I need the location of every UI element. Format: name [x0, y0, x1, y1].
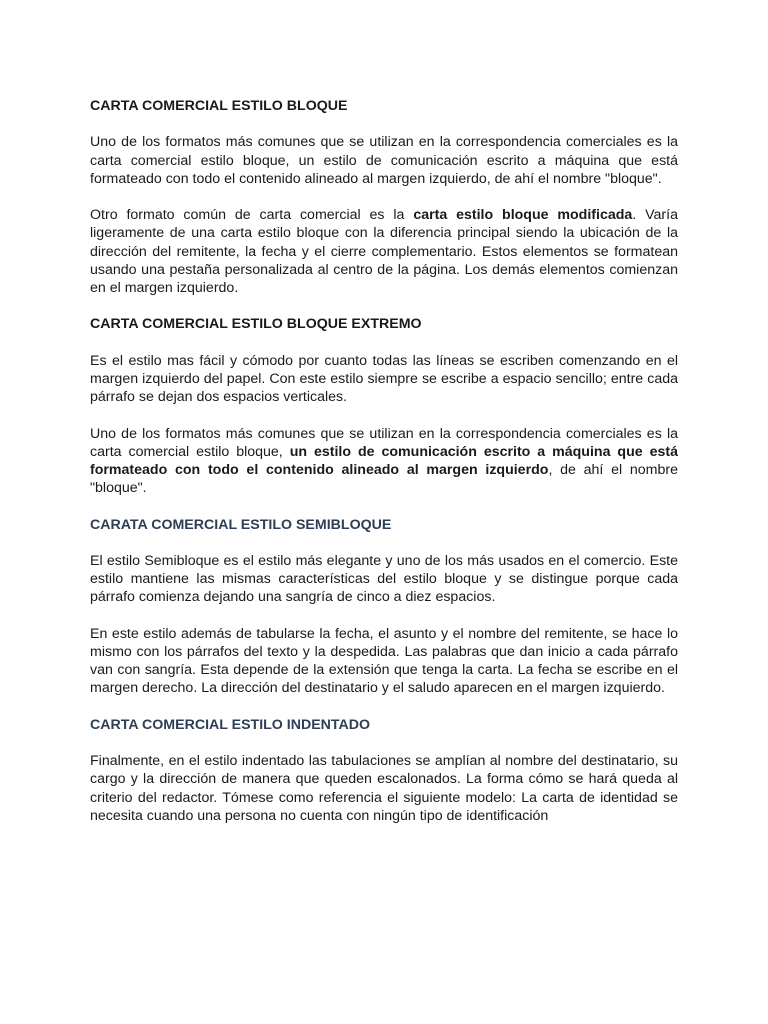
paragraph-text-post: , de ahí el nombre "bloque".	[90, 461, 678, 497]
paragraph-extremo-2	[90, 425, 678, 498]
paragraph-semibloque-2: En este estilo además de tabularse la fecha, el asunto y el nombre del remitente, se hace lo mismo con los párrafos del texto y la despedida. Las palabras que dan inicio a cada párrafo van con sangría. Esta depende de la extensión que tenga la carta. La fecha se escribe en el margen derecho. La dirección del destinatario y el saludo aparecen en el margen izquierdo.	[90, 625, 678, 697]
section-heading-indentado: CARTA COMERCIAL ESTILO INDENTADO	[90, 716, 371, 733]
paragraph-text-pre: Otro formato común de carta comercial es la	[90, 207, 414, 224]
paragraph-indentado-1: Finalmente, en el estilo indentado las tabulaciones se amplían al nombre del destinatario, su cargo y la dirección de manera que queden escalonados. La forma cómo se hará queda al criterio del redactor. Tómese como referencia el siguiente modelo: La carta de identidad se necesita cuando una persona no cuenta con ningún tipo de identificación	[90, 753, 678, 824]
section-heading-semibloque: CARATA COMERCIAL ESTILO SEMIBLOQUE	[90, 516, 392, 533]
paragraph-text-post: . Varía ligeramente de una carta estilo bloque con la diferencia principal siendo la ubicación de la dirección del remitente, la fecha y el cierre complementario. Estos elementos se formatean usando una pestaña personalizada al centro de la página. Los demás elementos comienzan en el margen izquierdo.	[90, 207, 678, 296]
paragraph-extremo-1: Es el estilo mas fácil y cómodo por cuanto todas las líneas se escriben comenzando en el margen izquierdo del papel. Con este estilo siempre se escribe a espacio sencillo; entre cada párrafo se dejan dos espacios verticales.	[90, 352, 678, 406]
paragraph-bloque-1: Uno de los formatos más comunes que se utilizan en la correspondencia comerciales es la carta comercial estilo bloque, un estilo de comunicación escrito a máquina que está formateado con todo el contenido alineado al margen izquierdo, de ahí el nombre "bloque".	[90, 134, 678, 187]
paragraph-bloque-2	[90, 206, 678, 297]
paragraph-bold-text: carta estilo bloque modificada	[413, 207, 633, 224]
section-heading-bloque: CARTA COMERCIAL ESTILO BLOQUE	[90, 98, 348, 114]
paragraph-bold-text: un estilo de comunicación escrito a máquina que está formateado con todo el contenido alineado al margen izquierdo	[90, 443, 678, 478]
paragraph-text-pre: Uno de los formatos más comunes que se utilizan en la correspondencia comerciales es la carta comercial estilo bloque,	[90, 425, 678, 460]
section-heading-bloque-extremo: CARTA COMERCIAL ESTILO BLOQUE EXTREMO	[90, 316, 422, 333]
paragraph-semibloque-1: El estilo Semibloque es el estilo más elegante y uno de los más usados en el comercio. Este estilo mantiene las mismas características del estilo bloque y se distingue porque cada párrafo comienza dejando una sangría de cinco a diez espacios.	[90, 552, 678, 606]
